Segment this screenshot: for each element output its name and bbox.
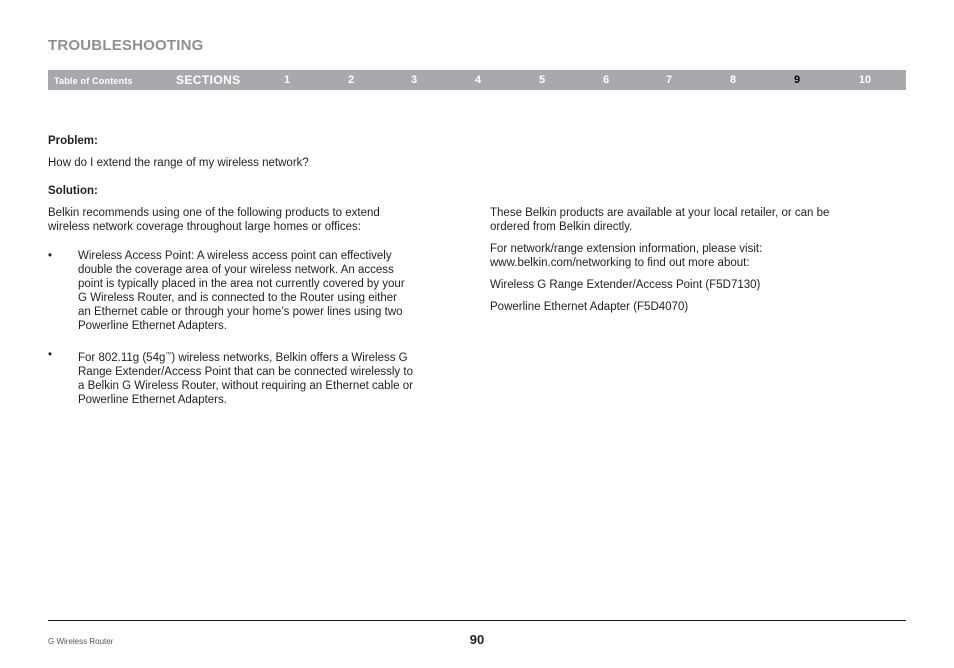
nav-section-1-link[interactable]: 1 — [283, 74, 291, 86]
bullet-item-range-extender — [48, 348, 468, 408]
footer-product-name: G Wireless Router — [48, 637, 114, 646]
availability-line-2: ordered from Belkin directly. — [490, 221, 633, 233]
bullet-item-access-point — [48, 249, 468, 339]
problem-text — [48, 156, 468, 170]
info-link-line[interactable]: www.belkin.com/networking to find out more about: — [490, 257, 750, 269]
page-section-title: TROUBLESHOOTING — [48, 37, 204, 54]
nav-section-6-link[interactable]: 6 — [602, 74, 610, 86]
solution-label: Solution: — [48, 185, 98, 197]
nav-section-9-link-active[interactable]: 9 — [793, 74, 801, 86]
nav-sections-label: SECTIONS — [176, 73, 241, 87]
bullet1-line: an Ethernet cable or through your home’s power lines using two — [78, 306, 403, 318]
bullet1-line: point is typically placed in the area not currently covered by your — [78, 278, 405, 290]
trademark-symbol: ™ — [165, 352, 172, 358]
bullet1-line: G Wireless Router, and is connected to the Router using either — [78, 292, 397, 304]
bullet2-line: a Belkin G Wireless Router, without requiring an Ethernet cable or — [78, 379, 413, 392]
solution-intro — [48, 206, 468, 234]
product-range-extender: Wireless G Range Extender/Access Point (F5D7130) — [490, 279, 761, 291]
availability-line-1: These Belkin products are available at your local retailer, or can be — [490, 207, 830, 219]
intro-line-2: wireless network coverage throughout large homes or offices: — [48, 221, 362, 233]
problem-label: Problem: — [48, 135, 98, 147]
solution-block — [48, 184, 468, 198]
right-para-availability — [490, 206, 900, 234]
right-para-product-1 — [490, 278, 900, 292]
intro-line-1: Belkin recommends using one of the following products to extend — [48, 207, 380, 219]
bullet2-line-1: For 802.11g (54g™) wireless networks, Belkin offers a Wireless G — [78, 351, 408, 364]
nav-table-of-contents-link[interactable]: Table of Contents — [54, 76, 133, 86]
info-line-1: For network/range extension information, please visit: — [490, 243, 763, 255]
nav-section-2-link[interactable]: 2 — [347, 74, 355, 86]
bullet-symbol: • — [48, 250, 53, 262]
nav-section-7-link[interactable]: 7 — [665, 74, 673, 86]
product-powerline-adapter: Powerline Ethernet Adapter (F5D4070) — [490, 301, 689, 313]
bullet1-line: double the coverage area of your wireless network. An access — [78, 264, 394, 276]
bullet1-line: Powerline Ethernet Adapters. — [78, 320, 227, 332]
bullet2-line: Range Extender/Access Point that can be connected wirelessly to — [78, 365, 413, 378]
right-para-product-2 — [490, 300, 900, 314]
section-navigation-bar — [48, 70, 906, 90]
nav-section-10-link[interactable]: 10 — [858, 74, 872, 86]
bullet-symbol: • — [48, 349, 53, 361]
bullet2-line: Powerline Ethernet Adapters. — [78, 393, 227, 406]
footer-page-number: 90 — [469, 632, 485, 647]
nav-section-8-link[interactable]: 8 — [729, 74, 737, 86]
bullet1-line: Wireless Access Point: A wireless access point can effectively — [78, 250, 392, 262]
problem-question: How do I extend the range of my wireless network? — [48, 157, 309, 169]
nav-section-3-link[interactable]: 3 — [410, 74, 418, 86]
nav-section-5-link[interactable]: 5 — [538, 74, 546, 86]
nav-section-4-link[interactable]: 4 — [474, 74, 482, 86]
left-column — [48, 134, 468, 148]
right-para-info — [490, 242, 900, 270]
footer-divider — [48, 620, 906, 621]
